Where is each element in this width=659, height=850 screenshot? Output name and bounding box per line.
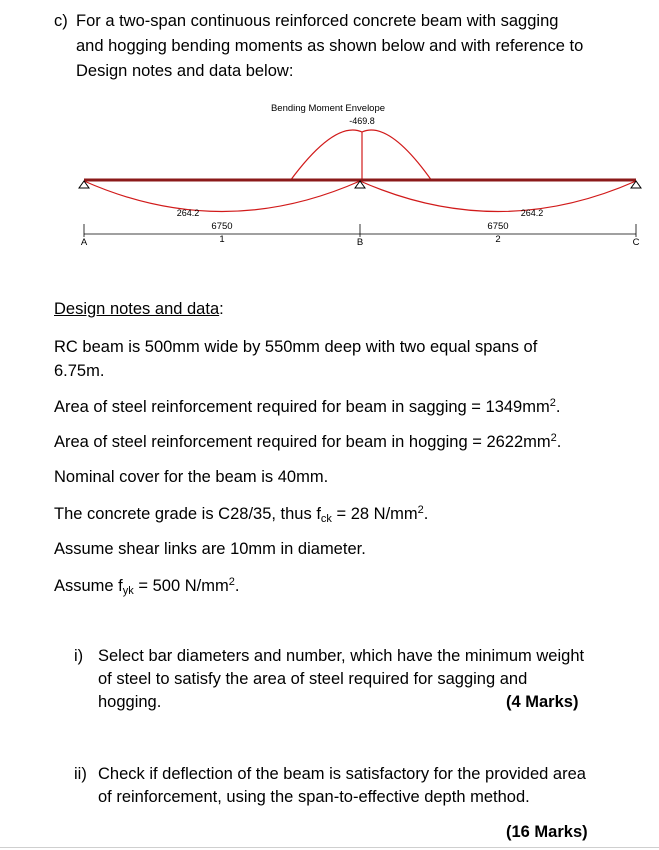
sagging-steel-note — [54, 397, 560, 417]
hogging-envelope-curve — [290, 130, 432, 181]
span-right-number: 2 — [495, 234, 501, 245]
concrete-fck-sup: 2 — [417, 504, 424, 516]
sagging-envelope-curve — [84, 181, 636, 212]
hogging-steel-text: Area of steel reinforcement required for beam in hogging = 2622mm — [54, 433, 551, 451]
node-c-label: C — [632, 237, 640, 248]
task-ii-line-2: of reinforcement, using the span-to-effective depth method. — [98, 788, 530, 806]
diagram-title: Bending Moment Envelope — [270, 103, 386, 114]
concrete-fck-sub: ck — [320, 513, 332, 525]
span-right-length: 6750 — [487, 221, 509, 232]
span-left-number: 1 — [219, 234, 225, 245]
page-bottom-rule — [0, 847, 659, 848]
bending-moment-diagram — [0, 95, 659, 255]
question-line-1: For a two-span continuous reinforced concrete beam with sagging — [76, 12, 559, 30]
hogging-steel-sup: 2 — [550, 432, 557, 444]
question-label: c) — [54, 12, 68, 30]
task-i-marks: (4 Marks) — [506, 693, 579, 711]
beam-size-line-2: 6.75m. — [54, 362, 105, 380]
steel-fyk-period: . — [234, 577, 240, 595]
cover-note: Nominal cover for the beam is 40mm. — [54, 468, 329, 486]
task-i-line-3: hogging. — [98, 693, 162, 711]
hogging-steel-period: . — [556, 433, 562, 451]
sagging-steel-text: Area of steel reinforcement required for beam in sagging = 1349mm — [54, 398, 550, 416]
steel-grade-note — [54, 576, 239, 597]
task-ii-marks: (16 Marks) — [506, 823, 588, 841]
hogging-value-label: -469.8 — [349, 116, 375, 126]
question-line-2: and hogging bending moments as shown below and with reference to — [76, 37, 584, 55]
concrete-fck-value: = 28 N/mm — [331, 505, 418, 523]
task-i-line-1: Select bar diameters and number, which have the minimum weight — [98, 647, 585, 665]
beam-size-line-1: RC beam is 500mm wide by 550mm deep with two equal spans of — [54, 338, 538, 356]
sagging-steel-sup: 2 — [549, 397, 556, 409]
design-notes-colon: : — [219, 300, 224, 318]
question-line-3: Design notes and data below: — [76, 62, 294, 80]
concrete-grade-note — [54, 504, 428, 525]
node-a-label: A — [80, 237, 88, 248]
task-ii-label: ii) — [74, 765, 87, 783]
task-i-label: i) — [74, 647, 84, 665]
sagging-right-value: 264.2 — [520, 208, 544, 218]
concrete-fck-period: . — [423, 505, 429, 523]
span-left-length: 6750 — [211, 221, 233, 232]
steel-fyk-value: = 500 N/mm — [133, 577, 229, 595]
steel-fyk-sup: 2 — [228, 576, 235, 588]
steel-fyk-sub: yk — [122, 585, 134, 597]
design-notes-title: Design notes and data — [54, 300, 220, 318]
shear-links-note: Assume shear links are 10mm in diameter. — [54, 540, 366, 558]
hogging-steel-note — [54, 432, 561, 452]
concrete-grade-text: The concrete grade is C28/35, thus f — [54, 505, 321, 523]
node-b-label: B — [356, 237, 364, 248]
task-ii-line-1: Check if deflection of the beam is satisfactory for the provided area — [98, 765, 586, 783]
task-i-line-2: of steel to satisfy the area of steel required for sagging and — [98, 670, 528, 688]
sagging-steel-period: . — [555, 398, 561, 416]
steel-grade-text: Assume f — [54, 577, 123, 595]
sagging-left-value: 264.2 — [176, 208, 200, 218]
design-notes-heading — [54, 300, 224, 319]
